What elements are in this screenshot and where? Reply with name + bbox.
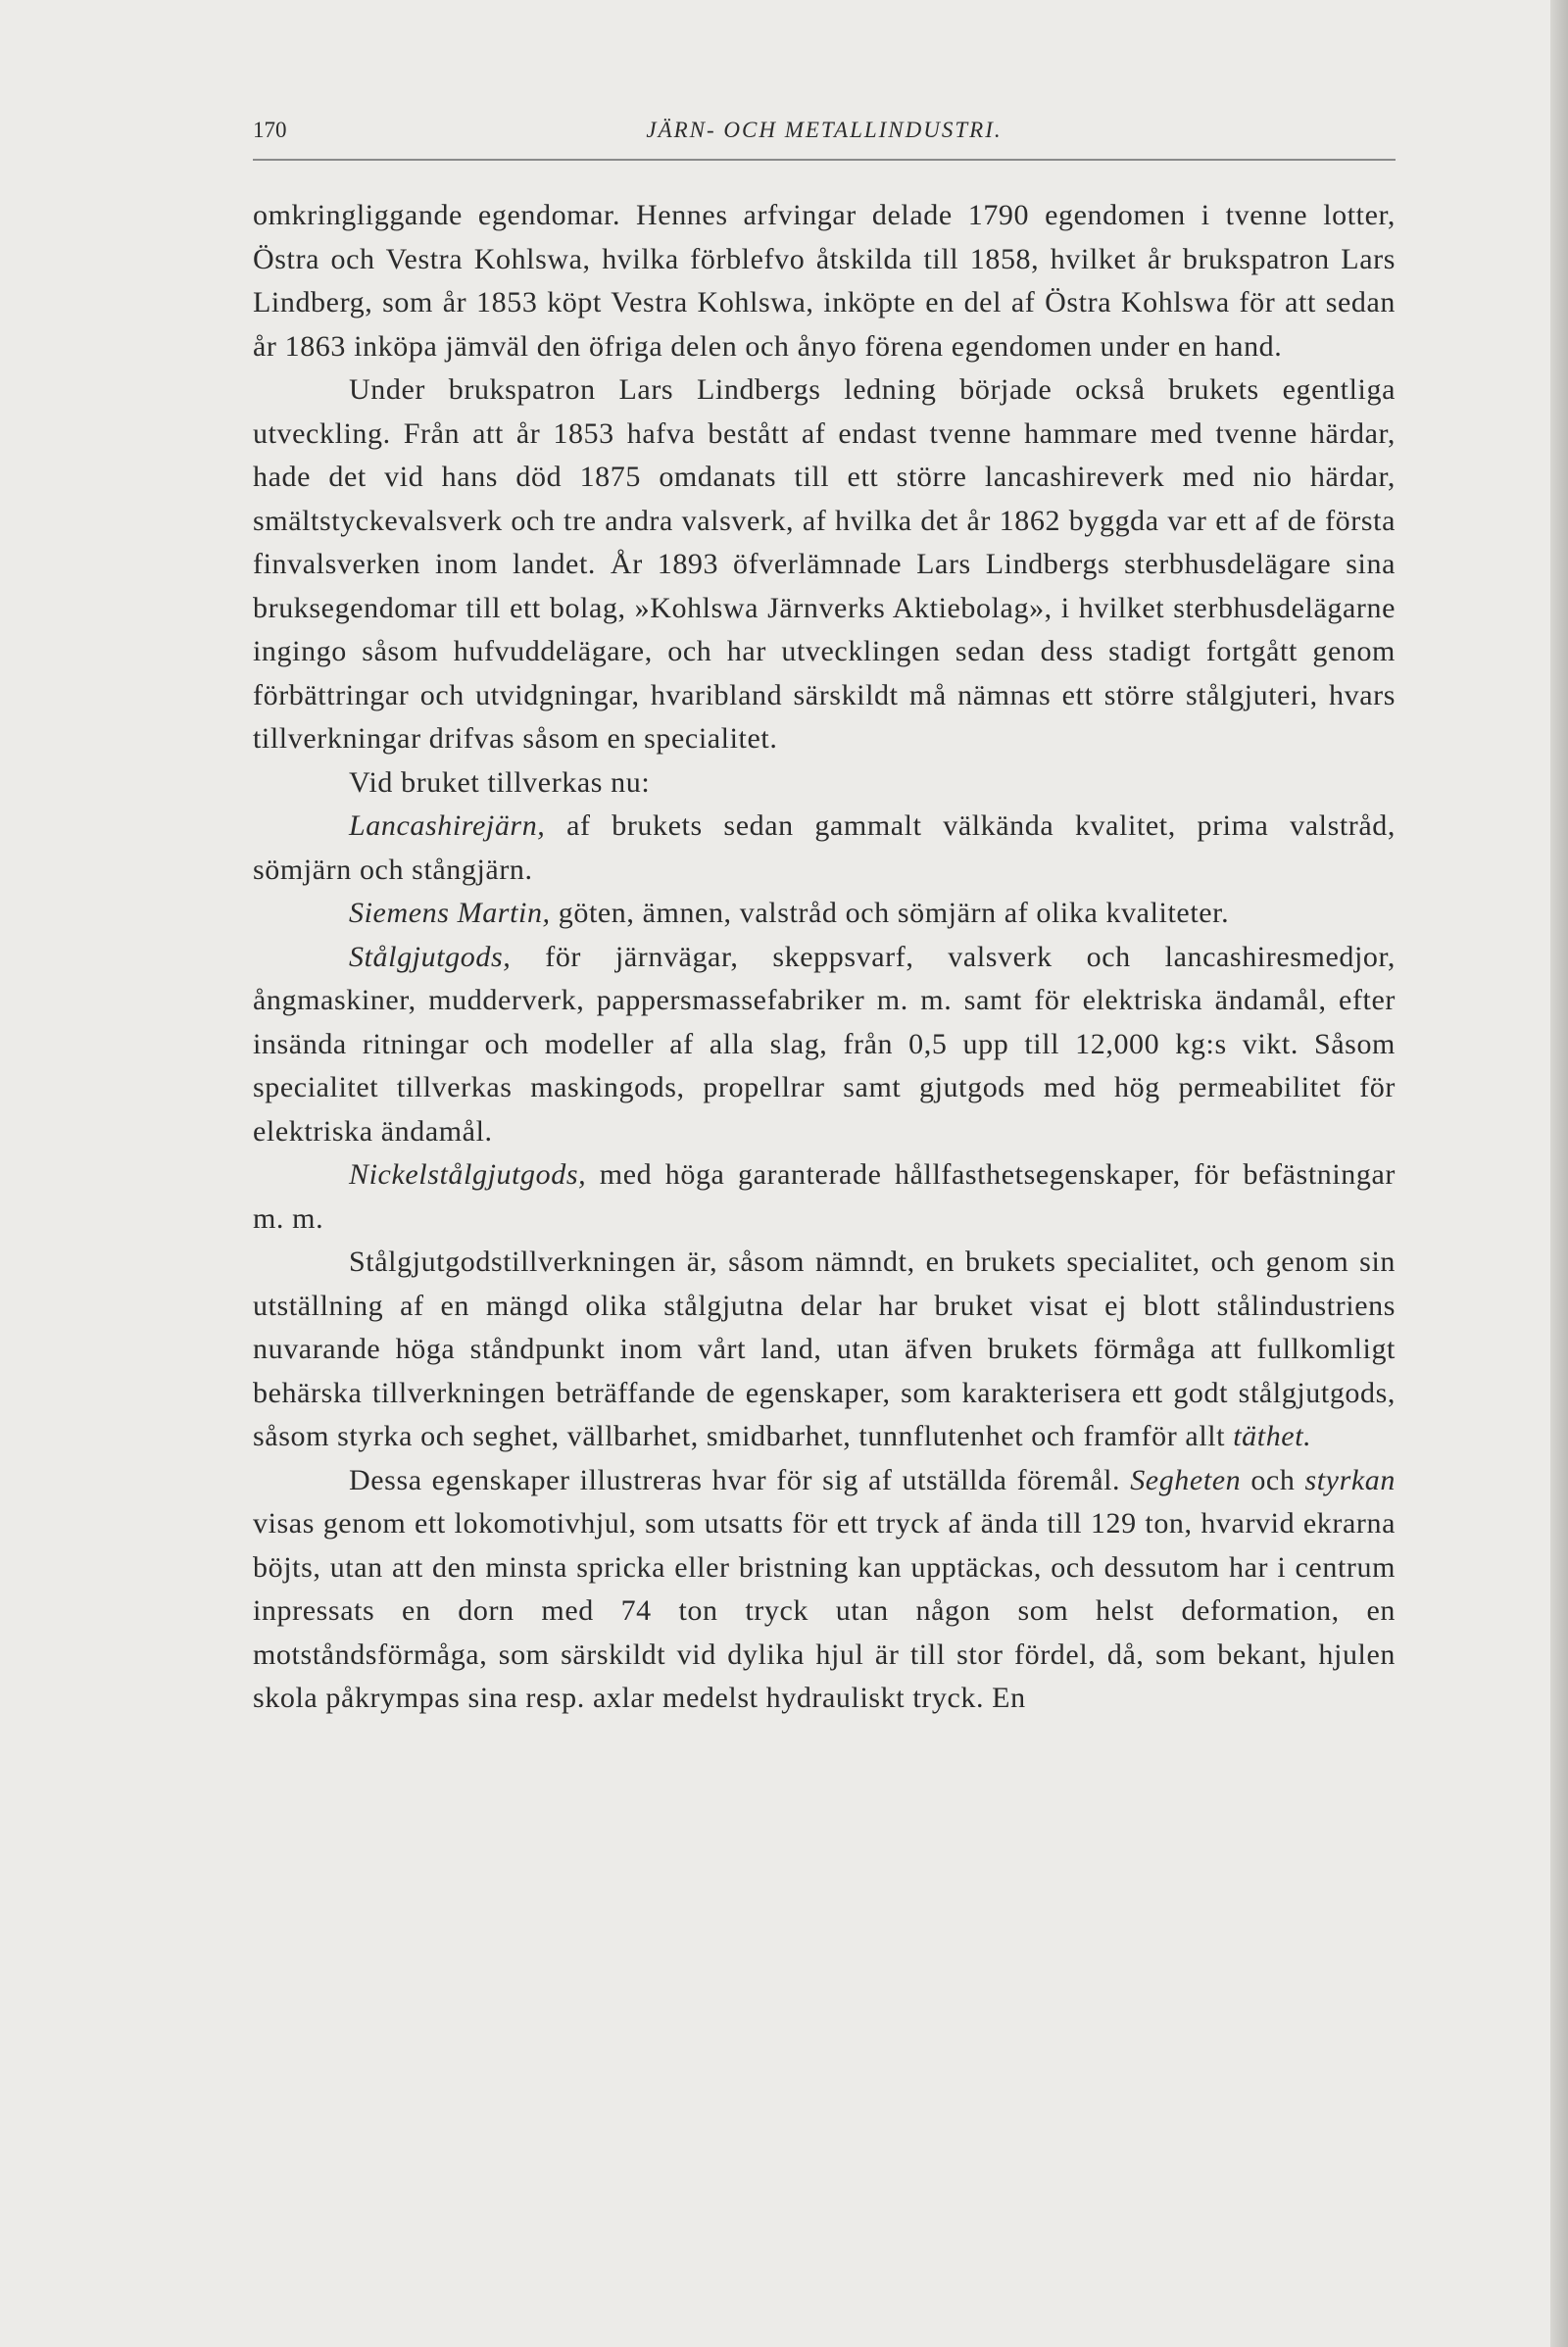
- paragraph-text: och: [1241, 1463, 1305, 1496]
- product-title: Siemens Martin,: [349, 897, 551, 929]
- product-text: af brukets sedan gammalt välkända kvalitet, prima valstråd, sömjärn och stångjärn.: [253, 809, 1396, 886]
- paragraph-text: visas genom ett lokomotivhjul, som utsatts för ett tryck af ända till 129 ton, hvarvid ekrarna böjts, utan att den minsta spricka eller bristning kan upptäckas, och dessutom har i centrum inpressats en dorn med 74 ton tryck utan någon som helst deformation, en motståndsförmåga, som särskildt vid dylika hjul är till stor fördel, då, som bekant, hjulen skola påkrympas sina resp. axlar medelst hydrauliskt tryck. En: [253, 1507, 1396, 1714]
- paragraph-castings-speciality: [253, 1241, 1396, 1459]
- product-text: för järnvägar, skeppsvarf, valsverk och lancashiresmedjor, ångmaskiner, mudderverk, pappersmassefabriker m. m. samt för elektriska ändamål, efter insända ritningar och modeller af alla slag, från 0,5 upp till 12,000 kg:s vikt. Såsom specialitet tillverkas maskingods, propellrar samt gjutgods med hög permeabilitet för elektriska ändamål.: [253, 940, 1396, 1148]
- paragraph-history: omkringliggande egendomar. Hennes arfvingar delade 1790 egendomen i tvenne lotter, Östra och Vestra Kohlswa, hvilka förblefvo åtskilda till 1858, hvilket år brukspatron Lars Lindberg, som år 1853 köpt Vestra Kohlswa, inköpte en del af Östra Kohlswa för att sedan år 1863 inköpa jämväl den öfriga delen och ånyo förena egendomen under en hand.: [253, 199, 1396, 363]
- page-number: 170: [253, 118, 287, 142]
- paragraph-text: Stålgjutgodstillverkningen är, såsom nämndt, en brukets specialitet, och genom sin utställning af en mängd olika stålgjutna delar har bruket visat ej blott stålindustriens nuvarande höga ståndpunkt inom vårt land, utan äfven brukets förmåga att fullkomligt behärska tillverkningen beträffande de egenskaper, som karakterisera ett godt stålgjutgods, såsom styrka och seghet, vällbarhet, smidbarhet, tunnflutenhet och framför allt: [253, 1246, 1396, 1452]
- product-title: Lancashirejärn,: [349, 809, 546, 842]
- running-header: [253, 112, 1396, 151]
- product-item-steel-castings: [253, 936, 1396, 1154]
- running-title: JÄRN- OCH METALLINDUSTRI.: [646, 118, 1003, 142]
- paragraph-products-intro: Vid bruket tillverkas nu:: [349, 765, 651, 799]
- header-rule: [253, 159, 1396, 161]
- paragraph-text: Dessa egenskaper illustreras hvar för sig af utställda föremål.: [349, 1463, 1131, 1496]
- paragraph-properties: [253, 1459, 1396, 1721]
- body-text: [253, 194, 1396, 1721]
- emphasis-text: styrkan: [1304, 1463, 1396, 1496]
- paragraph-development: Under brukspatron Lars Lindbergs ledning började också brukets egentliga utveckling. Från att år 1853 hafva bestått af endast tvenne hammare med tvenne härdar, hade det vid hans död 1875 omdanats till ett större lancashireverk med nio härdar, smältstyckevalsverk och tre andra valsverk, af hvilka det år 1862 byggda var ett af de första finvalsverken inom landet. År 1893 öfverlämnade Lars Lindbergs sterbhusdelägare sina bruksegendomar till ett bolag, »Kohlswa Järnverks Aktiebolag», i hvilket sterbhusdelägarne ingingo såsom hufvuddelägare, och har utvecklingen sedan dess stadigt fortgått genom förbättringar och utvidgningar, hvaribland särskildt må nämnas ett större stålgjuteri, hvars tillverkningar drifvas såsom en specialitet.: [253, 373, 1396, 755]
- emphasis-text: Segheten: [1130, 1463, 1242, 1496]
- product-text: med höga garanterade hållfasthetsegenskaper, för befästningar m. m.: [253, 1158, 1396, 1235]
- emphasis-text: täthet.: [1233, 1420, 1312, 1452]
- product-item-nickel-steel: [253, 1153, 1396, 1241]
- product-title: Nickelstålgjutgods,: [349, 1158, 587, 1191]
- product-text: göten, ämnen, valstråd och sömjärn af olika kvaliteter.: [550, 897, 1230, 929]
- product-title: Stålgjutgods,: [349, 940, 512, 973]
- page-edge-shadow: [1550, 0, 1568, 2347]
- product-item-siemens-martin: [253, 892, 1396, 936]
- product-item-lancashire: [253, 805, 1396, 892]
